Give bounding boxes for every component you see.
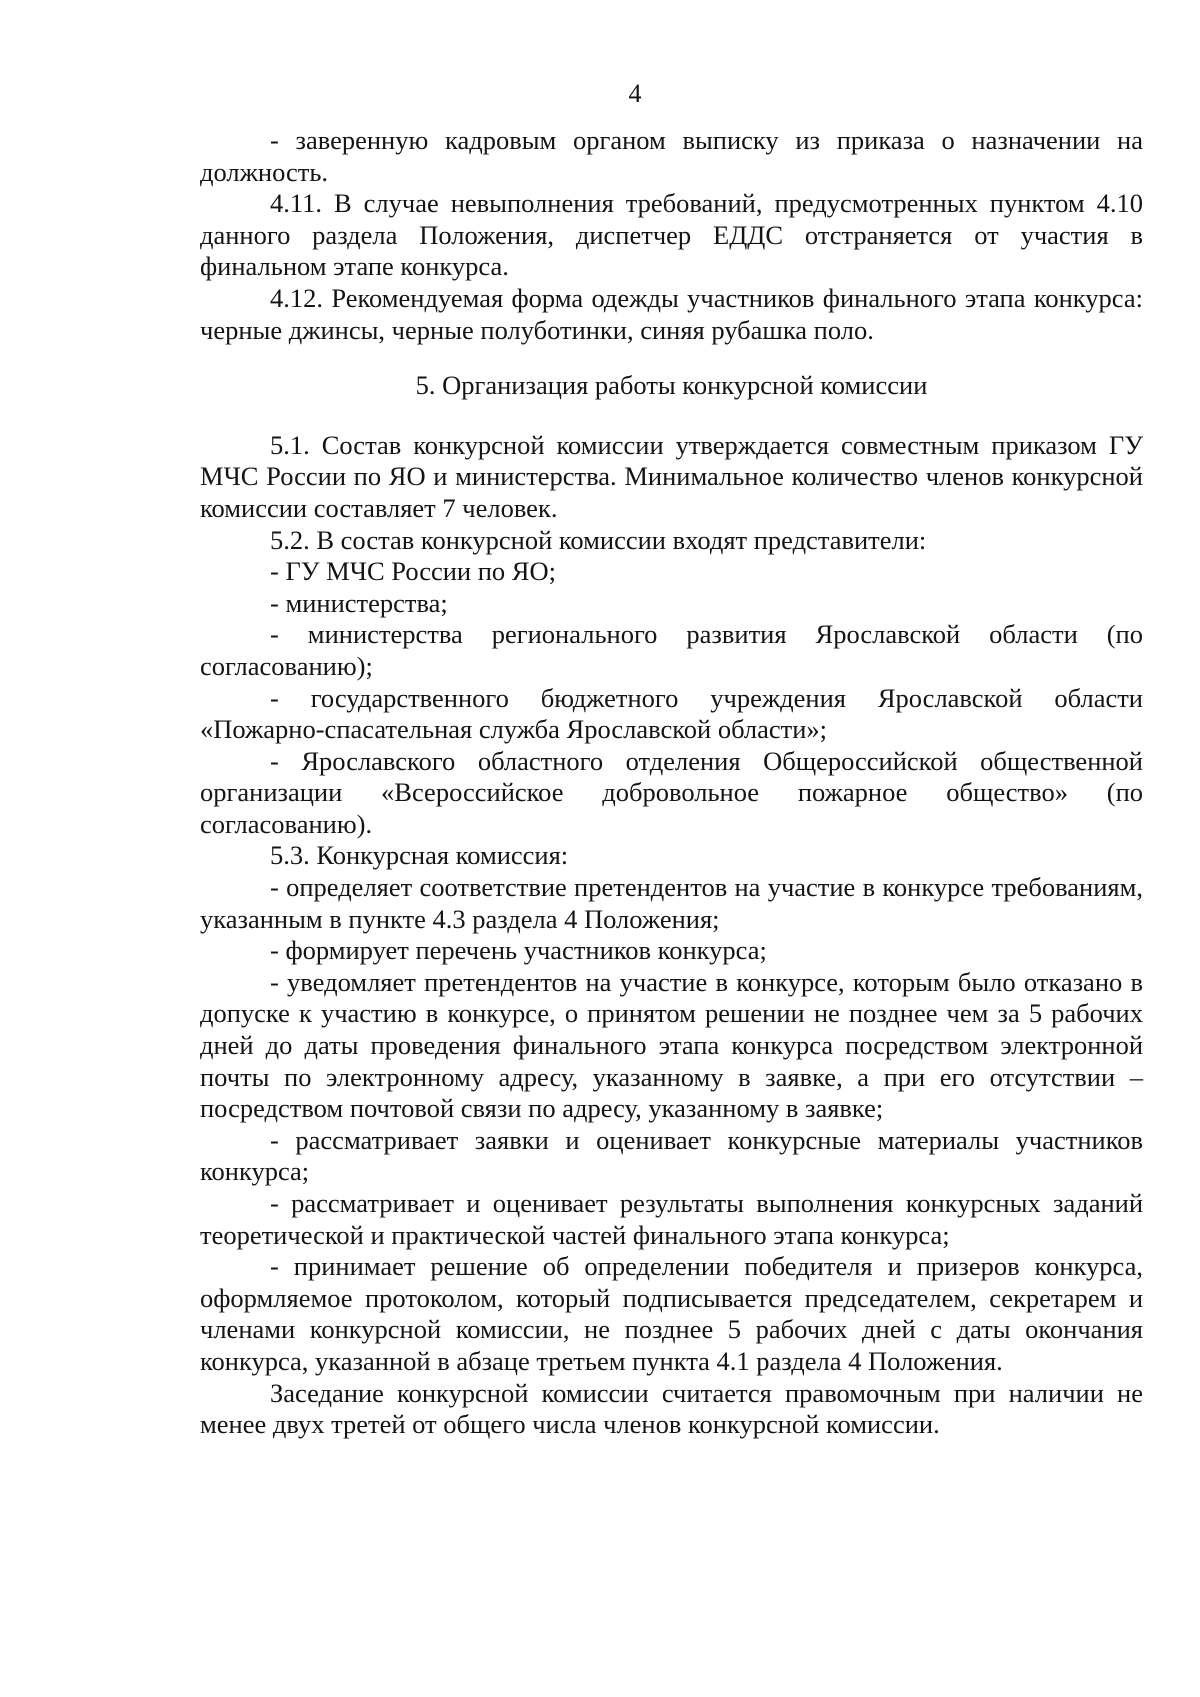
- paragraph: 5.1. Состав конкурсной комиссии утверждается совместным приказом ГУ МЧС России по ЯО и министерства. Минимальное количество членов конкурсной комиссии составляет 7 человек.: [200, 429, 1143, 523]
- list-item: - государственного бюджетного учреждения Ярославской области «Пожарно-спасательная служба Ярославской области»;: [200, 682, 1143, 745]
- paragraph: 5.2. В состав конкурсной комиссии входят представители:: [270, 524, 927, 555]
- list-item: - ГУ МЧС России по ЯО;: [270, 556, 556, 587]
- list-item: - рассматривает заявки и оценивает конкурсные материалы участников конкурса;: [200, 1124, 1143, 1187]
- list-item: - Ярославского областного отделения Общероссийской общественной организации «Всероссийское добровольное пожарное общество» (по согласованию).: [200, 745, 1143, 839]
- paragraph: 4.12. Рекомендуемая форма одежды участников финального этапа конкурса: черные джинсы, черные полуботинки, синяя рубашка поло.: [200, 282, 1143, 345]
- list-item: - определяет соответствие претендентов на участие в конкурсе требованиям, указанным в пункте 4.3 раздела 4 Положения;: [200, 872, 1143, 934]
- page-number: 4: [628, 79, 642, 108]
- section-heading: 5. Организация работы конкурсной комиссии: [415, 370, 928, 401]
- paragraph: Заседание конкурсной комиссии считается правомочным при наличии не менее двух третей от общего числа членов конкурсной комиссии.: [200, 1377, 1143, 1440]
- list-item: - министерства регионального развития Ярославской области (по согласованию);: [200, 619, 1143, 681]
- paragraph: 4.11. В случае невыполнения требований, предусмотренных пунктом 4.10 данного раздела Положения, диспетчер ЕДДС отстраняется от участия в финальном этапе конкурса.: [200, 188, 1143, 282]
- list-item: - министерства;: [270, 587, 448, 618]
- list-item: - рассматривает и оценивает результаты выполнения конкурсных заданий теоретической и практической частей финального этапа конкурса;: [200, 1188, 1143, 1250]
- document-body: [200, 125, 1143, 1441]
- paragraph: - заверенную кадровым органом выписку из приказа о назначении на должность.: [200, 125, 1143, 187]
- list-item: - формирует перечень участников конкурса;: [270, 935, 767, 966]
- list-item: - уведомляет претендентов на участие в конкурсе, которым было отказано в допуске к участию в конкурсе, о принятом решении не позднее чем за 5 рабочих дней до даты проведения финального этапа конкурса посредством электронной почты по электронному адресу, указанному в заявке, а при его отсутствии – посредством почтовой связи по адресу, указанному в заявке;: [200, 966, 1143, 1124]
- paragraph: 5.3. Конкурсная комиссия:: [270, 840, 569, 871]
- list-item: - принимает решение об определении победителя и призеров конкурса, оформляемое протоколом, который подписывается председателем, секретарем и членами конкурсной комиссии, не позднее 5 рабочих дней с даты окончания конкурса, указанной в абзаце третьем пункта 4.1 раздела 4 Положения.: [200, 1251, 1143, 1376]
